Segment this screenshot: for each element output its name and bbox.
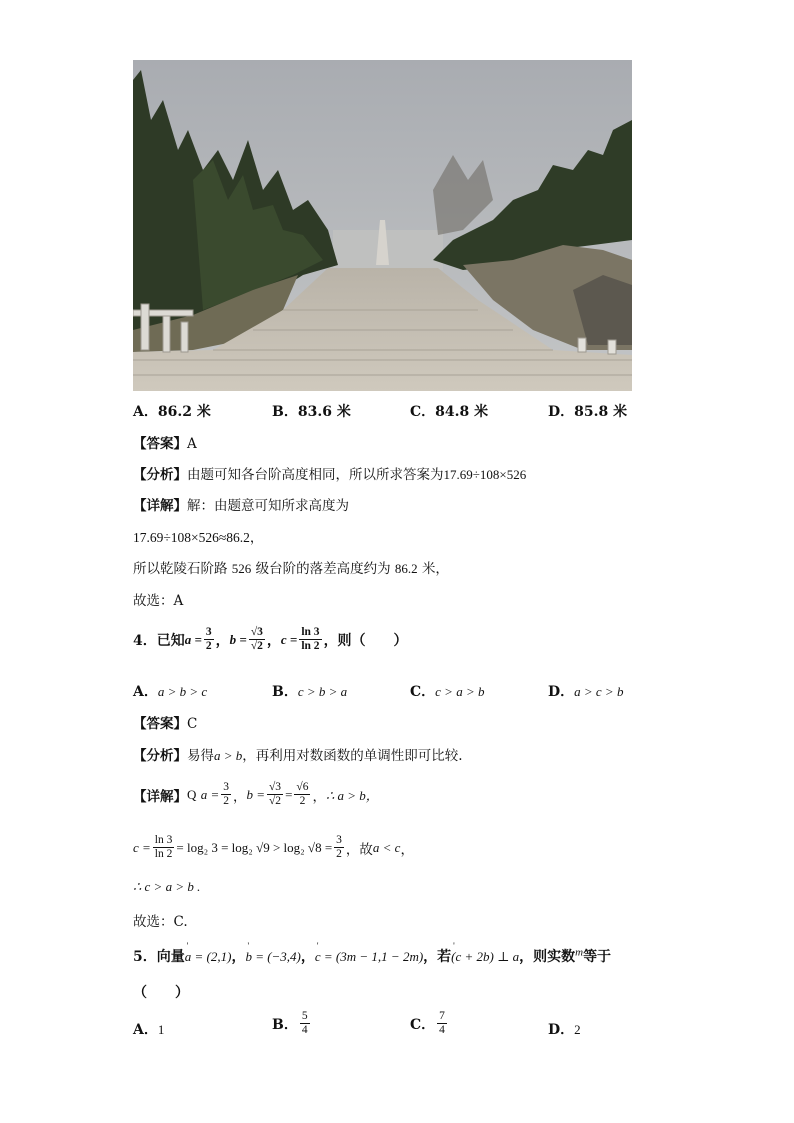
q4-analysis: 【分析】易得a > b，再利用对数函数的单调性即可比较. — [133, 748, 463, 764]
q5-option-b: B． $\frac{5}{4}$ — [272, 1010, 308, 1036]
q4-detail-a-fraction: $\frac{3}{2}$ — [223, 781, 229, 807]
q4-option-b: B．c > b > a — [272, 684, 348, 700]
q4-choice: 故选：C. — [133, 914, 188, 930]
q5-option-c-fraction: $\frac{7}{4}$ — [439, 1010, 445, 1036]
q4-detail-b-fraction: $\frac{√3}{√2}$ — [269, 781, 282, 807]
stairway-photo — [133, 60, 632, 391]
q4-detail-line2: c = $\frac{\ln 3}{\ln 2}$ = log₂ 3 = log₂ √9 > log₂ √8 = $\frac{3}{2}$ ，故 a < c ， — [133, 834, 414, 860]
q5-paren: （ ） — [133, 985, 189, 1001]
q3-option-a: A．86.2 米 — [133, 404, 211, 420]
q5-option-a: A．1 — [133, 1022, 165, 1038]
q4-stem: 4．已知 a = $\frac{3}{2}$ ， b = $\frac{√3}{√2}$ ， c = $\frac{\ln 3}{\ln 2}$ ，则（ ） — [133, 626, 408, 652]
q5-option-c: C． $\frac{7}{4}$ — [410, 1010, 445, 1036]
q4-c-fraction: $\frac{\ln 3}{\ln 2}$ — [301, 626, 320, 652]
q3-analysis: 【分析】由题可知各台阶高度相同，所以所求答案为17.69÷108×526 — [133, 467, 527, 483]
q3-option-c: C．84.8 米 — [410, 404, 489, 420]
q4-answer: 【答案】C — [133, 716, 198, 732]
q3-conclusion: 所以乾陵石阶路 526 级台阶的落差高度约为 86.2 米， — [133, 561, 449, 577]
q4-detail-three-halves: $\frac{3}{2}$ — [336, 834, 342, 860]
q3-option-b: B．83.6 米 — [272, 404, 351, 420]
q4-detail-line1: 【详解】 Q a = $\frac{3}{2}$ ， b = $\frac{√3}{√2}$ = $\frac{√6}{2}$ ， ∴ a > b， — [133, 781, 379, 807]
q3-choice: 故选：A — [133, 593, 184, 609]
q3-calculation: 17.69÷108×526≈86.2， — [133, 530, 264, 545]
q4-detail-b2-fraction: $\frac{√6}{2}$ — [296, 781, 309, 807]
q3-option-d: D．85.8 米 — [548, 404, 628, 420]
q3-detail: 【详解】解：由题意可知所求高度为 — [133, 498, 349, 514]
q4-option-c: C．c > a > b — [410, 684, 485, 700]
q4-b-fraction: $\frac{√3}{√2}$ — [250, 626, 263, 652]
q4-option-a: A．a > b > c — [133, 684, 208, 700]
q4-detail-line3: ∴ c > a > b . — [133, 879, 201, 894]
q5-option-b-fraction: $\frac{5}{4}$ — [301, 1010, 308, 1036]
q5-option-d: D．2 — [548, 1022, 581, 1038]
q4-a-fraction: $\frac{3}{2}$ — [205, 626, 212, 652]
q4-option-d: D．a > c > b — [548, 684, 624, 700]
q5-stem: 5．向量' a = (2,1)，' b = (−3,4)，' c = (3m − 1,1 − 2m)，若' (c + 2b) ⊥ a，则实数$^m$等于 — [133, 946, 611, 966]
q3-answer: 【答案】A — [133, 436, 197, 452]
q4-detail-c-fraction: $\frac{\ln 3}{\ln 2}$ — [154, 834, 173, 860]
